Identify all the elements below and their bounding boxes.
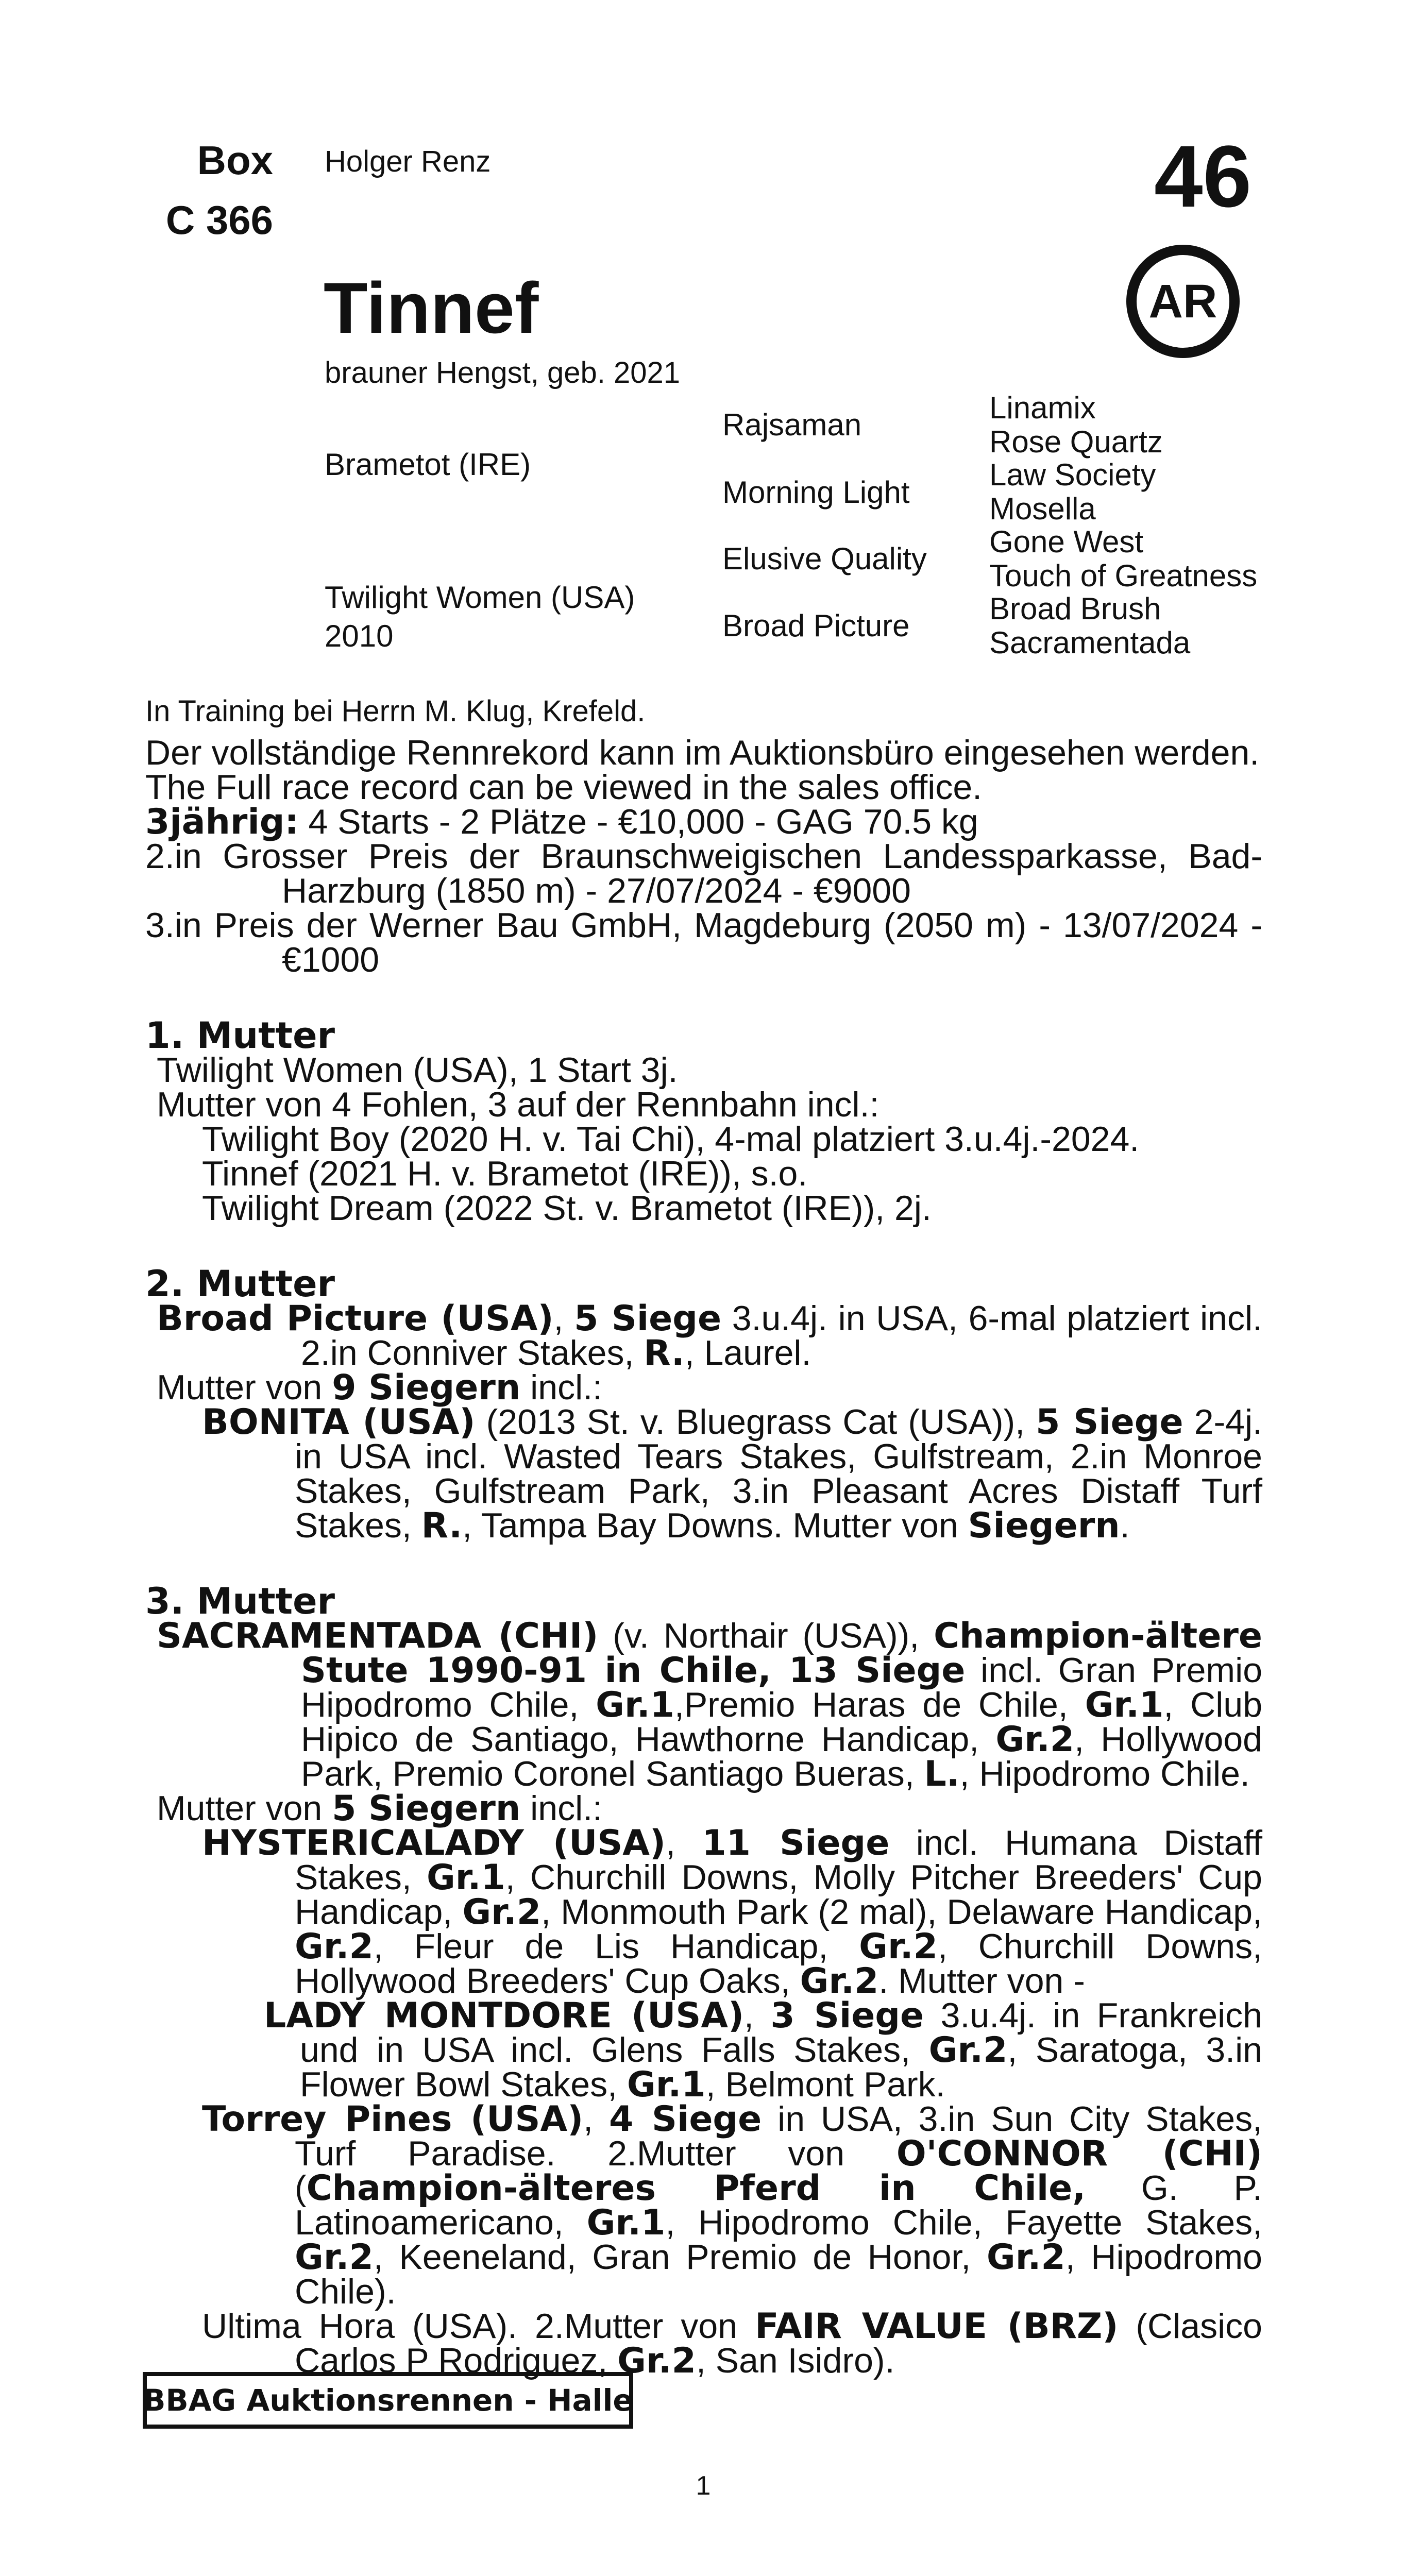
- dam1-offspring: Twilight Dream (2022 St. v. Brametot (IRE)), 2j.: [202, 1189, 932, 1228]
- race-placing-line: Harzburg (1850 m) - 27/07/2024 - €9000: [282, 871, 911, 910]
- dam3-mother-of: Mutter von 5 Siegern incl.:: [157, 1788, 602, 1829]
- pedigree-grandparent: Elusive Quality: [722, 541, 927, 576]
- pedigree-great-grandparent: Sacramentada: [989, 625, 1191, 660]
- dam2-record: Broad Picture (USA), 5 Siege 3.u.4j. in USA, 6-mal platziert incl. 2.in Conniver Stakes, R., Laurel.: [157, 1298, 1263, 1374]
- race-record-note-de: Der vollständige Rennrekord kann im Auktionsbüro eingesehen werden.: [145, 733, 1260, 772]
- dam3-record: SACRAMENTADA (CHI) (v. Northair (USA)), Champion-ältere Stute 1990-91 in Chile, 13 Siege incl. Gran Premio Hipodromo Chile, Gr.1,Premio Haras de Chile, Gr.1, Club Hipico de Santiago, Hawthorne Handicap, Gr.2, Hollywood Park, Premio Coronel Santiago Bueras, L., Hipodromo Chile.: [157, 1616, 1263, 1794]
- dam3-offspring-hystericalady: HYSTERICALADY (USA), 11 Siege incl. Humana Distaff Stakes, Gr.1, Churchill Downs, Molly Pitcher Breeders' Cup Handicap, Gr.2, Monmouth Park (2 mal), Delaware Handicap, Gr.2, Fleur de Lis Handicap, Gr.2, Churchill Downs, Hollywood Breeders' Cup Oaks, Gr.2. Mutter von -: [202, 1823, 1263, 2002]
- page-number: 1: [696, 2471, 711, 2501]
- dam3-offspring-ultima-hora: Ultima Hora (USA). 2.Mutter von FAIR VALUE (BRZ) (Clasico Carlos P Rodriguez, Gr.2, San Isidro).: [202, 2306, 1262, 2381]
- horse-description: brauner Hengst, geb. 2021: [325, 356, 681, 389]
- ar-badge: AR: [1126, 245, 1240, 358]
- dam1-line: Twilight Women (USA), 1 Start 3j.: [157, 1050, 678, 1090]
- pedigree-great-grandparent: Broad Brush: [989, 591, 1161, 626]
- dam2-offspring-bonita: BONITA (USA) (2013 St. v. Bluegrass Cat (USA)), 5 Siege 2-4j. in USA incl. Wasted Tears Stakes, Gulfstream, 2.in Monroe Stakes, Gulfstream Park, 3.in Pleasant Acres Distaff Turf Stakes, R., Tampa Bay Downs. Mutter von Siegern.: [202, 1402, 1262, 1546]
- pedigree-great-grandparent: Linamix: [989, 391, 1096, 425]
- race-record-summary: 3jährig: 4 Starts - 2 Plätze - €10,000 - GAG 70.5 kg: [145, 802, 978, 842]
- race-record-and-family: [145, 733, 1263, 2381]
- consignor: Holger Renz: [325, 145, 491, 178]
- box-number: C 366: [165, 197, 273, 243]
- dam2-mother-of: Mutter von 9 Siegern incl.:: [157, 1367, 602, 1408]
- box-label: Box: [197, 138, 273, 183]
- pedigree-grandparent: Broad Picture: [722, 608, 910, 643]
- dam2-heading: 2. Mutter: [145, 1263, 335, 1305]
- race-box-label: BBAG Auktionsrennen - Halle: [143, 2372, 633, 2429]
- race-placing-line: 3.in Preis der Werner Bau GmbH, Magdeburg (2050 m) - 13/07/2024 -: [145, 906, 1262, 945]
- race-placing-line: 2.in Grosser Preis der Braunschweigischen Landessparkasse, Bad-: [145, 837, 1262, 876]
- pedigree-great-grandparent: Touch of Greatness: [989, 558, 1258, 593]
- dam1-offspring: Tinnef (2021 H. v. Brametot (IRE)), s.o.: [202, 1154, 808, 1193]
- pedigree-great-grandparent: Gone West: [989, 524, 1144, 559]
- dam3-heading: 3. Mutter: [145, 1580, 335, 1622]
- dam1-offspring: Twilight Boy (2020 H. v. Tai Chi), 4-mal platziert 3.u.4j.-2024.: [202, 1120, 1140, 1159]
- dam3-offspring-lady-montdore: LADY MONTDORE (USA), 3 Siege 3.u.4j. in Frankreich und in USA incl. Glens Falls Stakes, Gr.2, Saratoga, 3.in Flower Bowl Stakes, Gr.1, Belmont Park.: [264, 1995, 1262, 2105]
- pedigree-grandparent: Rajsaman: [722, 408, 862, 442]
- dam3-offspring-torrey-pines: Torrey Pines (USA), 4 Siege in USA, 3.in Sun City Stakes, Turf Paradise. 2.Mutter von O'CONNOR (CHI) (Champion-älteres Pferd in Chile, G. P. Latinoamericano, Gr.1, Hipodromo Chile, Fayette Stakes, Gr.2, Keeneland, Gran Premio de Honor, Gr.2, Hipodromo Chile).: [202, 2099, 1263, 2311]
- pedigree-grandparent: Morning Light: [722, 475, 910, 510]
- dam1-heading: 1. Mutter: [145, 1014, 335, 1057]
- pedigree-great-grandparent: Law Society: [989, 457, 1156, 492]
- pedigree-great-grandparent: Mosella: [989, 492, 1096, 526]
- pedigree-dam: Twilight Women (USA): [325, 580, 635, 615]
- pedigree-great-grandparent: Rose Quartz: [989, 425, 1163, 459]
- pedigree-sire: Brametot (IRE): [325, 447, 531, 482]
- race-placing-line: €1000: [282, 940, 380, 979]
- race-record-note-en: The Full race record can be viewed in the sales office.: [145, 768, 983, 807]
- pedigree-dam-year: 2010: [325, 619, 394, 653]
- dam1-line: Mutter von 4 Fohlen, 3 auf der Rennbahn incl.:: [157, 1085, 879, 1124]
- training-info: In Training bei Herrn M. Klug, Krefeld.: [145, 694, 646, 728]
- horse-name: Tinnef: [324, 267, 539, 348]
- lot-number: 46: [1154, 128, 1252, 226]
